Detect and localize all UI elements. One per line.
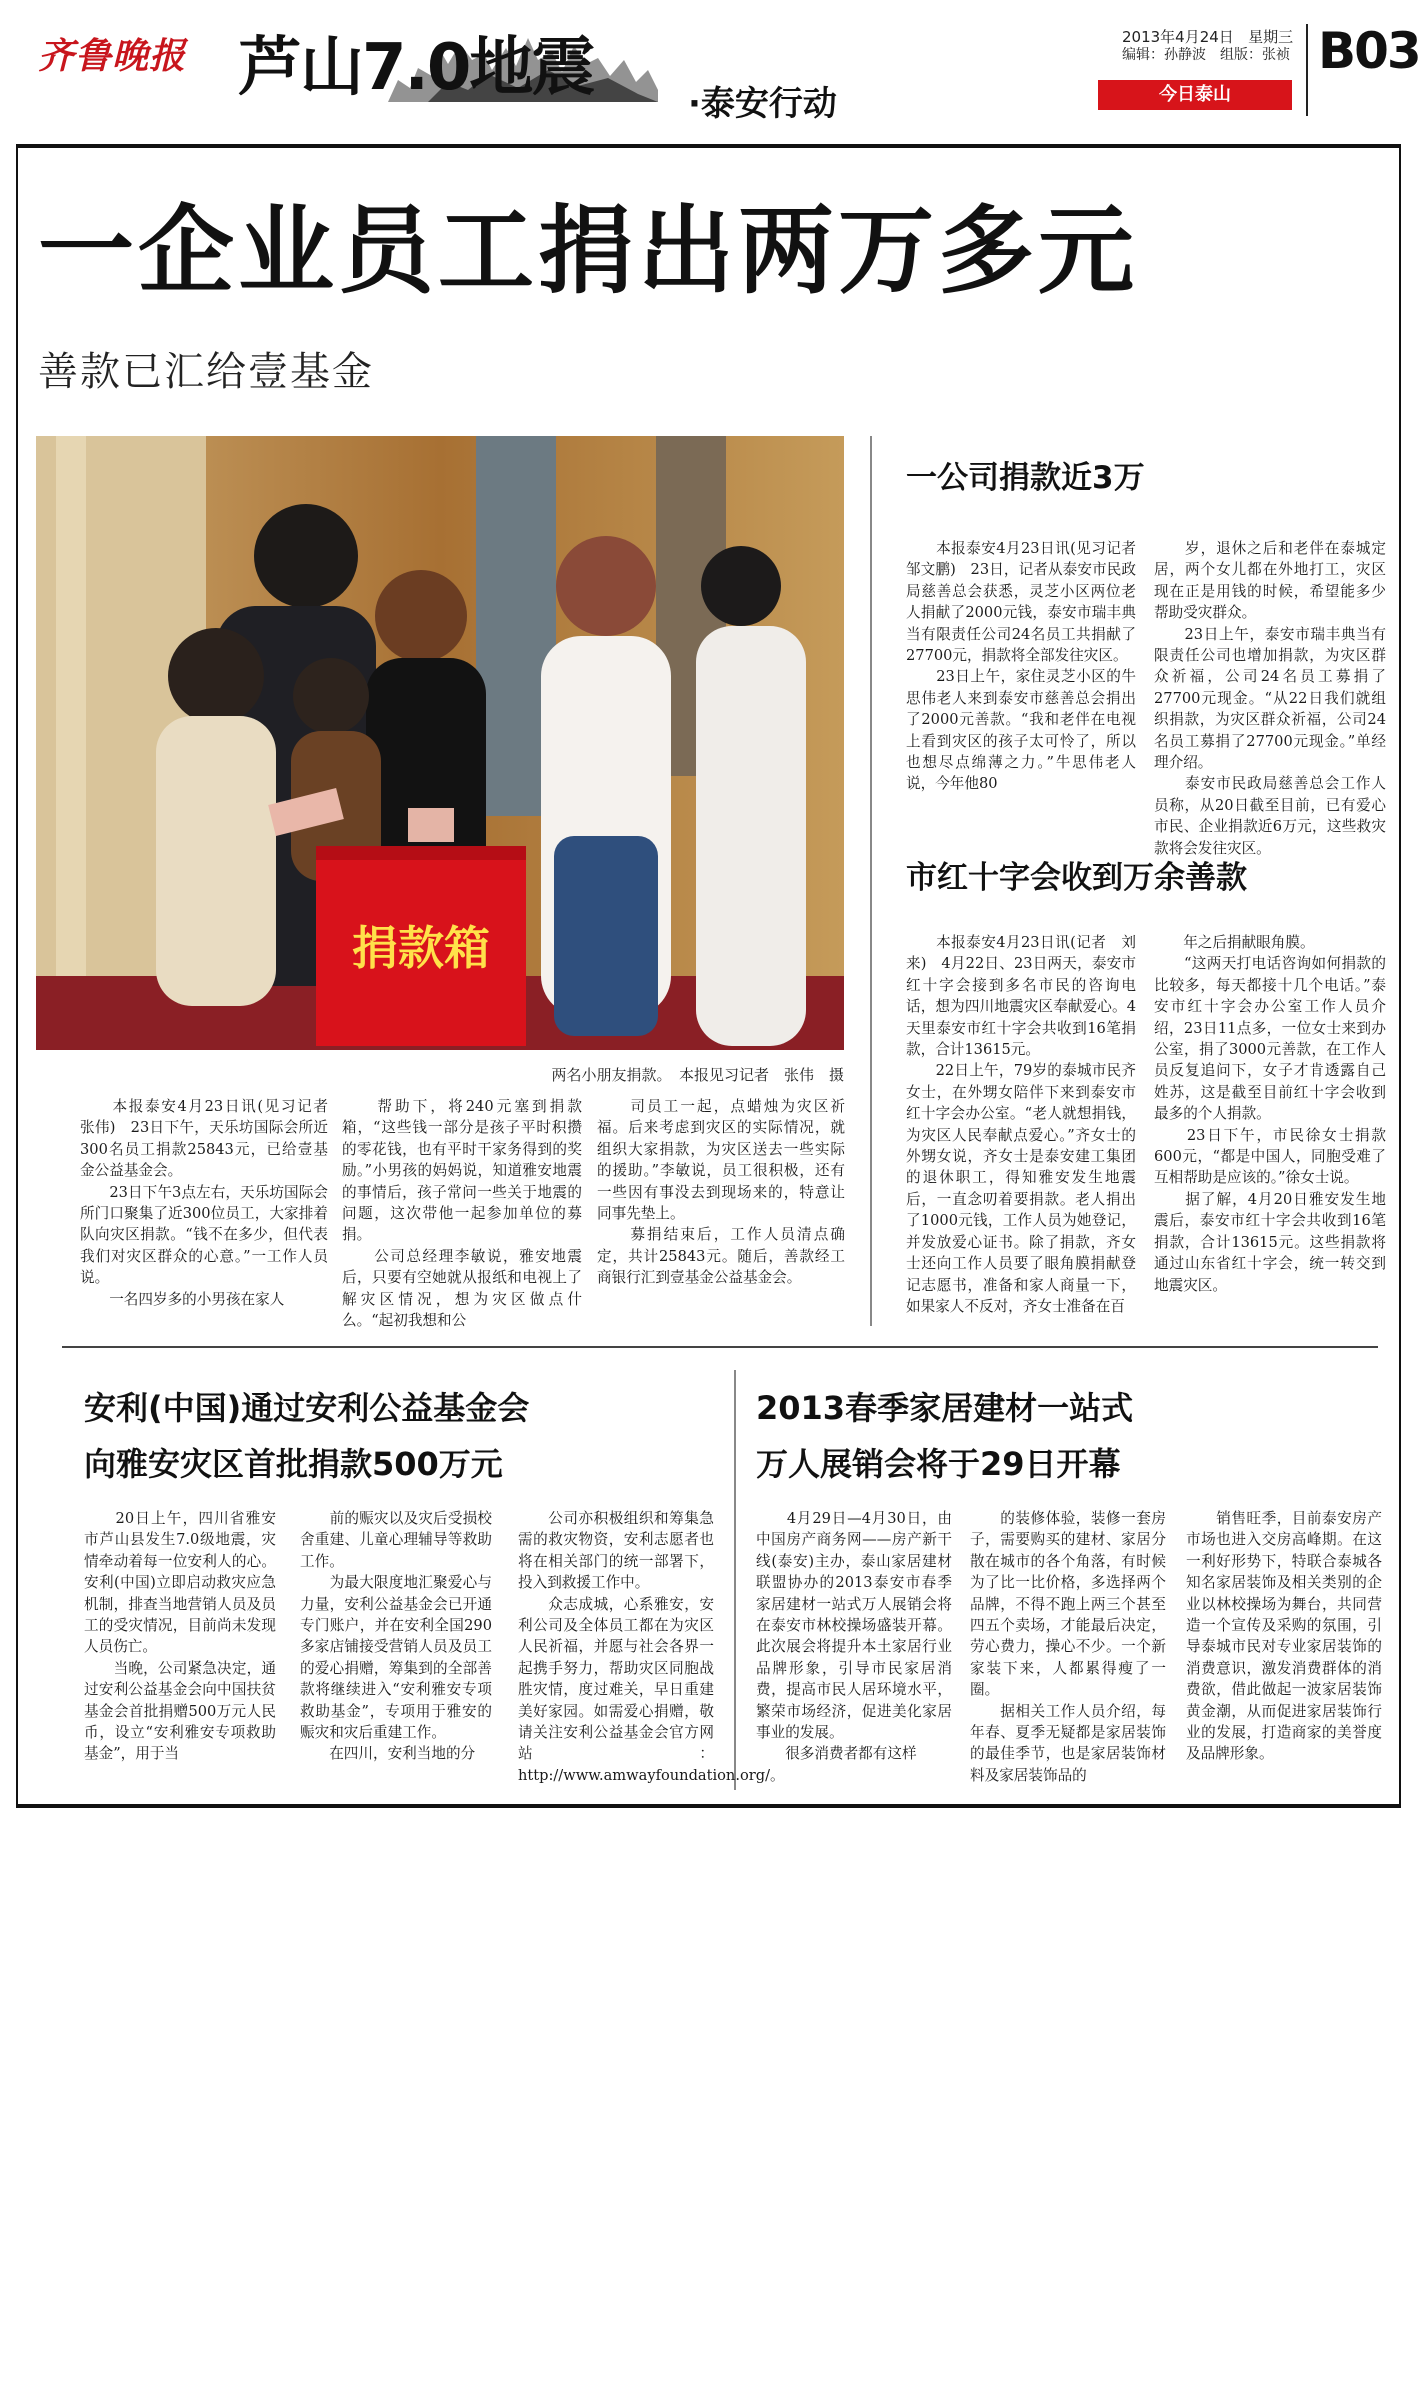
page-number: B03 <box>1318 22 1420 80</box>
paragraph: 本报泰安4月23日讯(见习记者 邹文鹏) 23日，记者从泰安市民政局慈善总会获悉，灵芝小区两位老人捐献了2000元钱，泰安市瑞丰典当有限责任公司24名员工共捐献了27700元，捐款将全部发往灾区。 <box>906 540 1151 665</box>
paragraph: 23日上午，泰安市瑞丰典当有限责任公司也增加捐款，为灾区群众祈福，公司24名员工募捐了27700元现金。“从22日我们就组织捐款，为灾区群众祈福，公司24名员工募捐了27700元现金。”单经理介绍。 <box>1154 625 1386 772</box>
paragraph: 据相关工作人员介绍，每年春、夏季无疑都是家居装饰的最佳季节，也是家居装饰材料及家居装饰品的 <box>970 1702 1166 1784</box>
paragraph: 帮助下，将240元塞到捐款箱，“这些钱一部分是孩子平时积攒的零花钱，也有平时干家务得到的奖励。”小男孩的妈妈说，知道雅安地震的事情后，孩子常问一些关于地震的问题，这次带他一起参加单位的募捐。 <box>342 1098 582 1244</box>
lead-headline: 一企业员工捐出两万多元 <box>38 195 1138 307</box>
paragraph: 23日下午3点左右，天乐坊国际会所门口聚集了近300位员工，大家排着队向灾区捐款。“钱不在多少，但代表我们对灾区群众的心意。”一工作人员说。 <box>80 1183 328 1287</box>
paragraph: 为最大限度地汇聚爱心与力量，安利公益基金会已开通专门账户，并在安利全国290多家店铺接受营销人员及员工的爱心捐赠，筹集到的全部善款将继续进入“安利雅安专项救助基金”，专项用于雅安的赈灾和灾后重建工作。 <box>300 1574 492 1742</box>
lead-story-col1-text <box>80 1096 343 1310</box>
story-amway-col1-text <box>84 1508 276 1765</box>
paragraph: 公司亦积极组织和筹集急需的救灾物资，安利志愿者也将在相关部门的统一部署下，投入到救援工作中。 <box>518 1510 714 1592</box>
donation-photo <box>36 436 844 1050</box>
story-home-col1 <box>756 1508 952 1790</box>
story-amway-col3-text <box>518 1508 785 1786</box>
section-divider <box>62 1346 1378 1348</box>
paragraph: 年之后捐献眼角膜。 <box>1154 934 1315 951</box>
donation-scene-illustration <box>36 436 844 1050</box>
paragraph: 20日上午，四川省雅安市芦山县发生7.0级地震，灾情牵动着每一位安利人的心。安利(中国)立即启动救灾应急机制，排查当地营销人员及员工的受灾情况，目前尚未发现人员伤亡。 <box>84 1510 276 1656</box>
story-home-title-line2: 万人展销会将于29日开幕 <box>756 1445 1121 1483</box>
story-amway-title-line1: 安利(中国)通过安利公益基金会 <box>84 1389 530 1427</box>
masthead-divider <box>1306 24 1308 116</box>
issue-weekday: 星期三 <box>1248 28 1294 46</box>
bottom-column-divider <box>734 1370 736 1790</box>
newspaper-logo: 齐鲁晚报 <box>38 35 187 77</box>
quake-title: 芦山7.0地震 <box>238 31 594 105</box>
story-home-col3-text <box>1186 1508 1382 1765</box>
paragraph: 很多消费者都有这样 <box>756 1745 917 1763</box>
paragraph: 本报泰安4月23日讯(记者 刘来) 4月22日、23日两天，泰安市红十字会接到多名市民的咨询电话，想为四川地震灾区奉献爱心。4天里泰安市红十字会共收到16笔捐款，合计13615元。 <box>906 934 1136 1059</box>
paragraph: 司员工一起，点蜡烛为灾区祈福。后来考虑到灾区的实际情况，就组织大家捐款，为灾区送去一些实际的援助。”李敏说，员工很积极，还有一些因有事没去到现场来的，特意让同事先垫上。 <box>597 1098 845 1223</box>
story-home-col2-text <box>970 1508 1166 1786</box>
donation-box-label: 捐款箱 <box>352 921 490 975</box>
story-amway-col1 <box>84 1508 276 1790</box>
story-redcross-col1 <box>906 932 1136 1328</box>
story-redcross-title: 市红十字会收到万余善款 <box>906 860 1247 896</box>
quake-banner <box>238 24 658 110</box>
column-divider <box>870 436 872 1326</box>
lead-story-col2 <box>342 1096 582 1328</box>
paragraph: 公司总经理李敏说，雅安地震后，只要有空她就从报纸和电视上了解灾区情况，想为灾区做点什么。“起初我想和公 <box>342 1247 582 1330</box>
paragraph: 的装修体验，装修一套房子，需要购买的建材、家居分散在城市的各个角落，有时候为了比一比价格，多选择两个品牌，不得不跑上两三个甚至四五个卖场，才能最后决定，劳心费力，操心不少。一个新家装下来，人都累得瘦了一圈。 <box>970 1510 1166 1699</box>
story-amway-col2-text <box>300 1508 492 1765</box>
photo-caption: 两名小朋友捐款。 本报见习记者 张伟 摄 <box>551 1066 844 1084</box>
paragraph: 22日上午，79岁的泰城市民齐女士，在外甥女陪伴下来到泰安市红十字会办公室。“老人就想捐钱，为灾区人民奉献点爱心。”齐女士的外甥女说，齐女士是泰安建工集团的退休职工，得知雅安发生地震后，一直念叨着要捐款。老人捐出了1000元钱，工作人员为她登记，并发放爱心证书。除了捐款，齐女士还向工作人员要了眼角膜捐献登记志愿书，准备和家人商量一下，如果家人不反对，齐女士准备在百 <box>906 1062 1136 1315</box>
paragraph: 23日上午，家住灵芝小区的牛思伟老人来到泰安市慈善总会捐出了2000元善款。“我和老伴在电视上看到灾区的孩子太可怜了，所以也想尽点绵薄之力。”牛思伟老人说，今年他80 <box>906 668 1136 793</box>
paragraph: 4月29日—4月30日，由中国房产商务网——房产新干线(泰安)主办，泰山家居建材联盟协办的2013泰安市春季家居建材一站式万人展销会将在泰安市林校操场盛装开幕。此次展会将提升本土家居行业品牌形象，引导市民家居消费，提高市民人居环境水平，繁荣市场经济，促进美化家居事业的发展。 <box>756 1510 952 1742</box>
lead-subhead: 善款已汇给壹基金 <box>38 349 374 395</box>
paragraph: 据了解，4月20日雅安发生地震后，泰安市红十字会共收到16笔捐款，合计13615元。这些捐款将通过山东省红十字会，统一转交到地震灾区。 <box>1154 1190 1386 1294</box>
paragraph: 前的赈灾以及灾后受损校舍重建、儿童心理辅导等救助工作。 <box>300 1510 492 1570</box>
story-redcross-col2 <box>1154 932 1386 1328</box>
story-company-title: 一公司捐款近3万 <box>906 460 1145 496</box>
paragraph: 销售旺季，目前泰安房产市场也进入交房高峰期。在这一利好形势下，特联合泰城各知名家居装饰及相关类别的企业以林校操场为舞台，共同营造一个宣传及采购的氛围，引导泰城市民对专业家居装饰的消费意识，激发消费群体的消费欲，借此做起一波家居装饰黄金潮，从而促进家居装饰行业的发展，打造商家的美誉度及品牌形象。 <box>1186 1510 1382 1763</box>
issue-date: 2013年4月24日 <box>1122 28 1234 46</box>
action-line: ·泰安行动 <box>688 84 837 124</box>
story-redcross-col2-text <box>1154 932 1386 1296</box>
paragraph: 当晚，公司紧急决定，通过安利公益基金会向中国扶贫基金会首批捐赠500万元人民币，设立“安利雅安专项救助基金”，用于当 <box>84 1659 276 1763</box>
story-amway-title <box>84 1380 529 1492</box>
paragraph: “这两天打电话咨询如何捐款的比较多，每天都接十几个电话。”泰安市红十字会办公室工作人员介绍，23日11点多，一位女士来到办公室，捐了3000元善款，在工作人员反复追问下，女子才肯透露自己姓苏，这是截至目前红十字会收到最多的个人捐款。 <box>1154 955 1386 1123</box>
story-amway-col2 <box>300 1508 492 1790</box>
story-company-col2 <box>1154 538 1386 857</box>
story-company-col1 <box>906 538 1151 806</box>
dateline <box>1122 28 1293 64</box>
paragraph: 募捐结束后，工作人员清点确定，共计25843元。随后，善款经工商银行汇到壹基金公益基金会。 <box>597 1226 845 1287</box>
masthead <box>0 0 1420 140</box>
paragraph: 本报泰安4月23日讯(见习记者 张伟) 23日下午，天乐坊国际会所近300名员工捐款25843元，已给壹基金公益基金会。 <box>80 1098 343 1180</box>
paragraph: 岁，退休之后和老伴在泰城定居，两个女儿都在外地打工，灾区现在正是用钱的时候，希望能多少帮助受灾群众。 <box>1154 540 1386 622</box>
paragraph: 一名四岁多的小男孩在家人 <box>80 1290 285 1308</box>
paragraph: 23日下午，市民徐女士捐款600元，“都是中国人，同胞受难了互相帮助是应该的。”徐女士说。 <box>1154 1126 1386 1187</box>
editor-credits: 编辑：孙静波 组版：张祯 <box>1122 47 1290 63</box>
section-tag: 今日泰山 <box>1098 80 1292 110</box>
paragraph: 在四川，安利当地的分 <box>300 1745 476 1763</box>
paragraph: 众志成城，心系雅安，安利公司及全体员工都在为灾区人民祈福，并愿与社会各界一起携手努力，帮助灾区同胞战胜灾情，度过难关，早日重建美好家园。如需爱心捐赠，敬请关注安利公益基金会官方网站：http://www.amwayfoundation.org/。 <box>518 1595 785 1784</box>
lead-story-col3 <box>597 1096 845 1328</box>
story-amway-col3 <box>518 1508 785 1790</box>
story-company-col1-text <box>906 538 1151 795</box>
lead-story-col1 <box>80 1096 343 1328</box>
paragraph: 泰安市民政局慈善总会工作人员称，从20日截至目前，已有爱心市民、企业捐款近6万元，这些救灾款将会发往灾区。 <box>1154 775 1386 857</box>
story-home-title <box>756 1380 1133 1492</box>
story-company-col2-text <box>1154 538 1386 859</box>
story-home-col3 <box>1186 1508 1382 1790</box>
story-redcross-col1-text <box>906 932 1136 1317</box>
lead-story-col2-text <box>342 1096 582 1331</box>
story-home-col2 <box>970 1508 1166 1790</box>
story-amway-title-line2: 向雅安灾区首批捐款500万元 <box>84 1445 503 1483</box>
story-home-title-line1: 2013春季家居建材一站式 <box>756 1389 1134 1427</box>
lead-story-col3-text <box>597 1096 845 1289</box>
story-home-col1-text <box>756 1508 952 1765</box>
